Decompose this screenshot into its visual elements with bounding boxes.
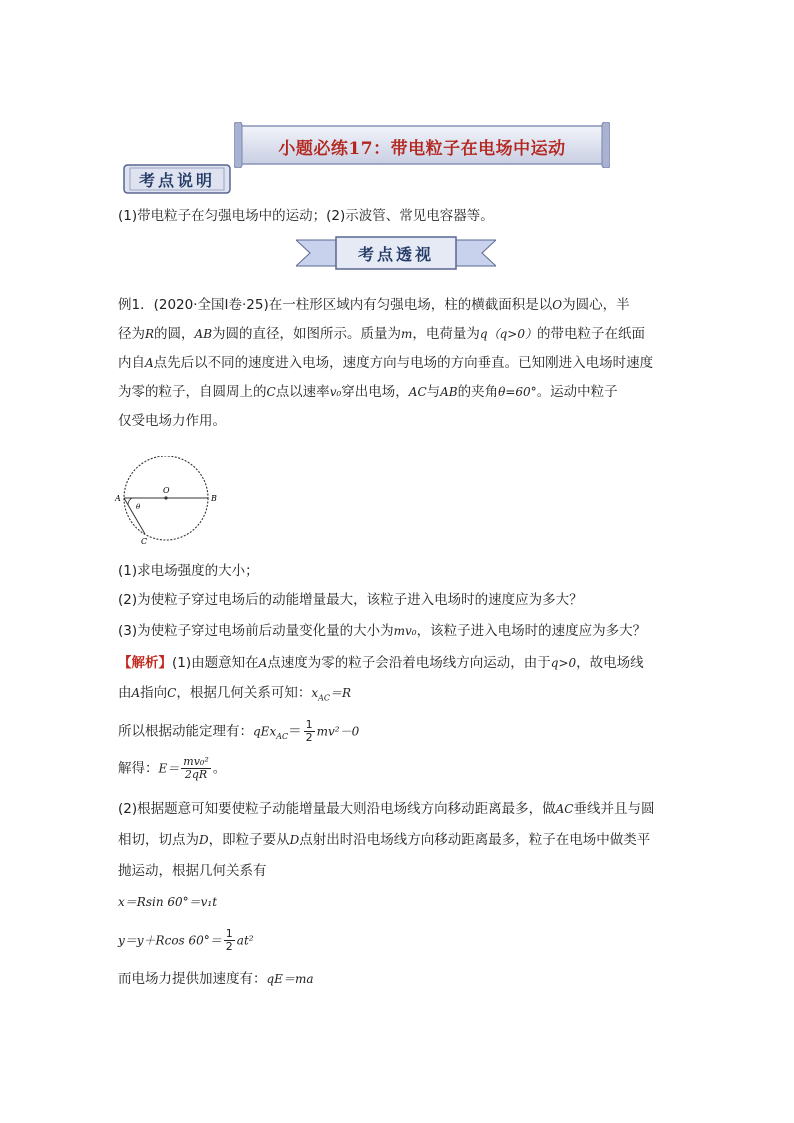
page-title: 小题必练17：带电粒子在电场中运动 xyxy=(278,139,566,159)
question-1: (1)求电场强度的大小； xyxy=(118,563,259,579)
solution-line-6: 相切，切点为D，即粒子要从D点射出时沿电场线方向移动距离最多，粒子在电场中做类平 xyxy=(118,832,651,848)
fraction-e: $\frac{\text{mv₀²}}{2qR}$ xyxy=(183,755,209,781)
solution-label: 【解析】 xyxy=(118,655,172,671)
example-line-5: 仅受电场力作用。 xyxy=(118,413,226,429)
section-tag-explain xyxy=(122,162,232,196)
solution-line-8: x＝Rsin 60°＝v₁t xyxy=(118,895,218,909)
fraction-half-2: $\frac{1}{2}$ xyxy=(225,927,233,953)
tag-practice-label: 考点透视 xyxy=(357,245,434,264)
solution-line-7: 抛运动，根据几何关系有 xyxy=(118,863,267,879)
section-tag-practice xyxy=(296,236,496,270)
question-3: (3)为使粒子穿过电场前后动量变化量的大小为mv₀，该粒子进入电场时的速度应为多大？ xyxy=(118,623,647,639)
angle-arc xyxy=(128,498,132,505)
example-line-4: 为零的粒子，自圆周上的C点以速率v₀穿出电场，AC与AB的夹角θ=60°。运动中粒子 xyxy=(118,384,618,400)
label-c: C xyxy=(141,537,148,546)
solution-line-9: y＝y＋Rcos 60°＝ $\frac{1}{2}$ at² xyxy=(118,927,254,953)
tag-explain-label: 考点说明 xyxy=(138,171,215,190)
solution-line-2: 由A指向C，根据几何关系可知：$x_{AC}=R$ xyxy=(118,685,352,703)
solution-line-4: 解得：E＝ $\frac{\text{mv₀²}}{2qR}$ 。 xyxy=(118,755,227,781)
label-b: B xyxy=(211,494,217,503)
fraction-half: $\frac{1}{2}$ xyxy=(305,718,313,744)
circle-figure xyxy=(112,456,222,546)
example-line-2: 径为R的圆，AB为圆的直径，如图所示。质量为m，电荷量为q（q>0）的带电粒子在纸面 xyxy=(118,326,645,342)
center-point xyxy=(164,496,167,499)
solution-line-1: 【解析】(1)由题意知在A点速度为零的粒子会沿着电场线方向运动，由于q>0，故电场线 xyxy=(118,655,644,671)
solution-line-10: 而电场力提供加速度有：qE＝ma xyxy=(118,971,314,987)
title-banner xyxy=(234,122,610,168)
solution-line-5: (2)根据题意可知要使粒子动能增量最大则沿电场线方向移动距离最多，做AC垂线并且与圆 xyxy=(118,801,655,817)
label-o: O xyxy=(163,486,170,495)
example-line-3: 内自A点先后以不同的速度进入电场，速度方向与电场的方向垂直。已知刚进入电场时速度 xyxy=(118,355,654,371)
label-a: A xyxy=(115,494,121,503)
intro-text: (1)带电粒子在匀强电场中的运动；(2)示波管、常见电容器等。 xyxy=(118,208,494,224)
label-theta: θ xyxy=(136,503,141,511)
example-line-1: 例1．(2020·全国Ⅰ卷·25)在一柱形区域内有匀强电场，柱的横截面积是以O为圆心，半 xyxy=(118,297,630,313)
chord-ac xyxy=(124,498,145,534)
question-2: (2)为使粒子穿过电场后的动能增量最大，该粒子进入电场时的速度应为多大？ xyxy=(118,592,583,608)
circle-diagram xyxy=(112,456,222,546)
solution-line-3: 所以根据动能定理有：qEx$_{AC}$＝ $\frac{1}{2}$ mv²－0 xyxy=(118,718,360,744)
